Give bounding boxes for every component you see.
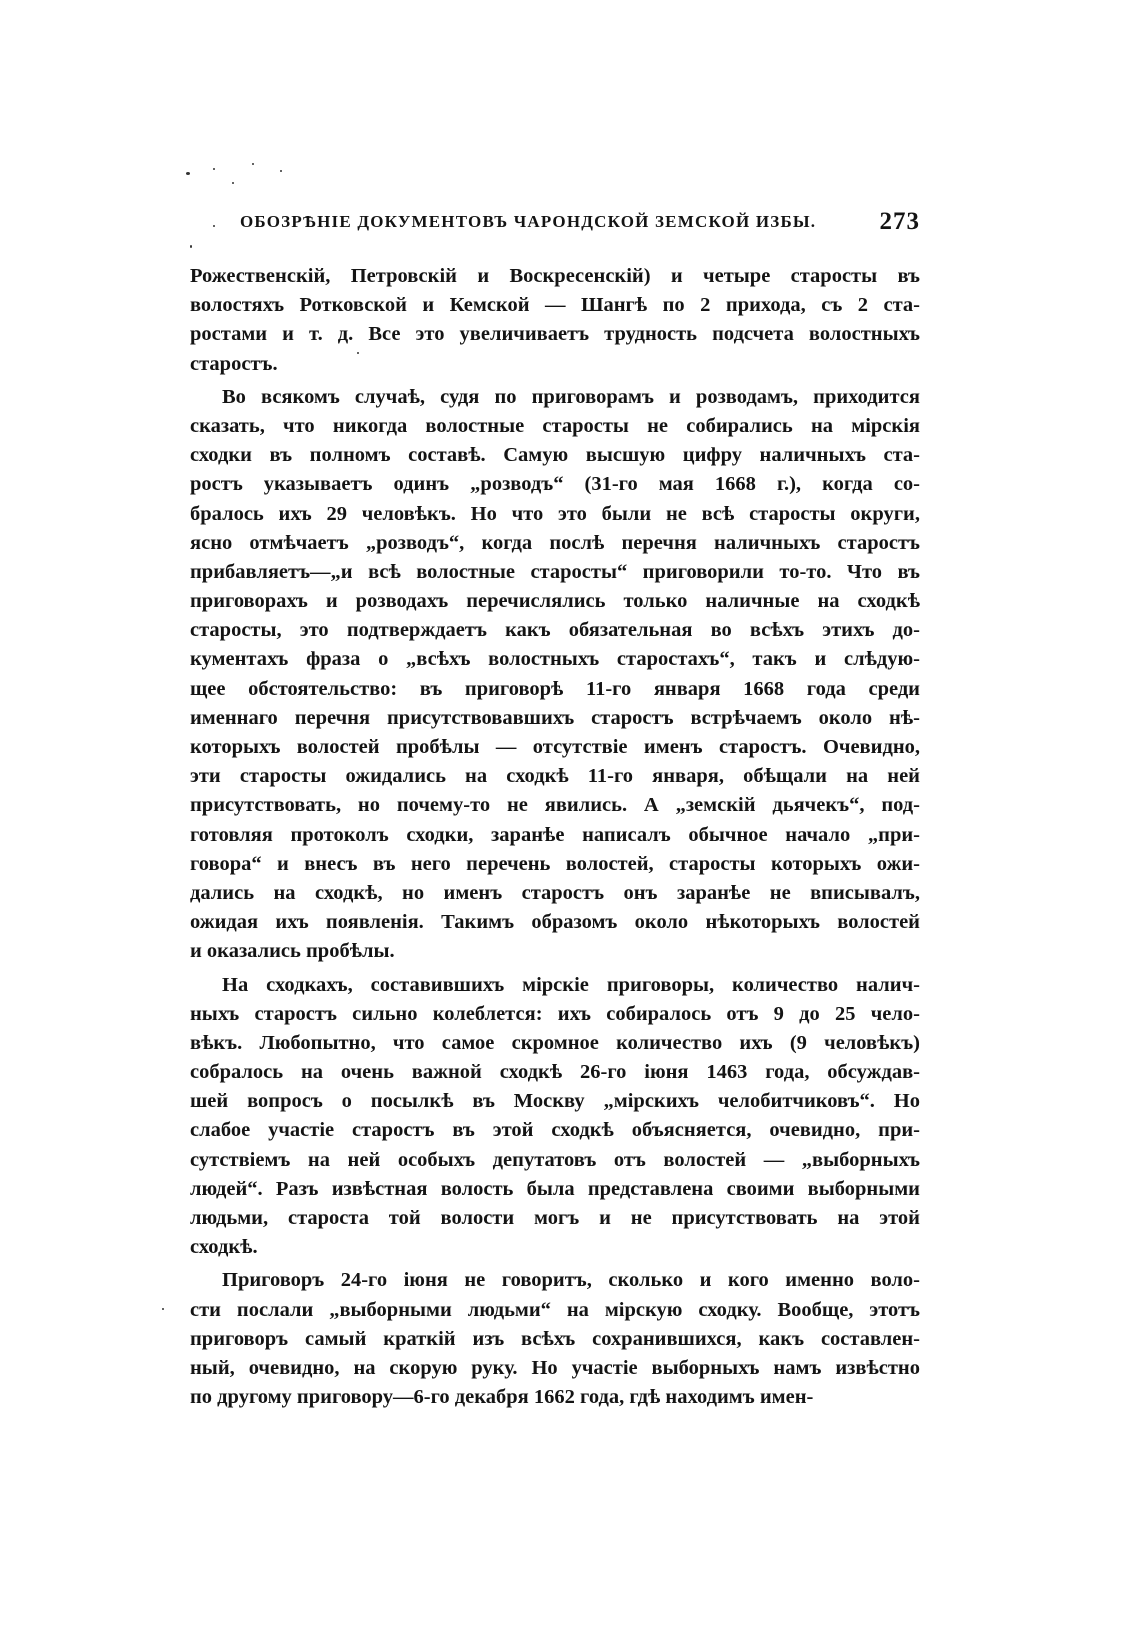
text-line: ный, очевидно, на скорую руку. Но участіе выборныхъ намъ извѣстно [190,1356,920,1379]
text-line: волостяхъ Ротковской и Кемской — Шангѣ по 2 прихода, съ 2 ста- [190,294,920,317]
text-line: Во всякомъ случаѣ, судя по приговорамъ и розводамъ, приходится [222,385,920,408]
text-line: Приговоръ 24-го іюня не говоритъ, сколько и кого именно воло- [222,1269,920,1292]
text-line: бралось ихъ 29 человѣкъ. Но что это были не всѣ старосты округи, [190,502,920,525]
text-line: старосты, это подтверждаетъ какъ обязательная во всѣхъ этихъ до- [190,619,920,642]
text-line: говора“ и внесъ въ него перечень волостей, старосты которыхъ ожи- [190,852,920,875]
text-line: и оказались пробѣлы. [190,940,395,963]
page-number: 273 [879,208,920,235]
text-line: присутствовать, но почему-то не явились. А „земскій дьячекъ“, под- [190,794,920,817]
text-line: ростами и т. д. Все это увеличиваетъ трудность подсчета волостныхъ [190,323,920,346]
text-line: приговоръ самый краткій изъ всѣхъ сохранившихся, какъ составлен- [190,1327,920,1350]
text-line: сти послали „выборными людьми“ на мірскую сходку. Вообще, этотъ [190,1298,920,1321]
text-line: вѣкъ. Любопытно, что самое скромное количество ихъ (9 человѣкъ) [190,1031,920,1054]
text-line: На сходкахъ, составившихъ мірскіе приговоры, количество налич- [222,973,920,996]
text-line: сутствіемъ на ней особыхъ депутатовъ отъ волостей — „выборныхъ [190,1148,920,1171]
running-header [240,208,920,238]
text-line: приговорахъ и розводахъ перечислялись только наличные на сходкѣ [190,590,920,613]
text-line: эти старосты ожидались на сходкѣ 11-го января, обѣщали на ней [190,765,920,788]
text-line: по другому приговору—6-го декабря 1662 года, гдѣ находимъ имен- [190,1386,814,1409]
text-line: людей“. Разъ извѣстная волость была представлена своими выборными [190,1177,920,1200]
text-line: Рожественскій, Петровскій и Воскресенскій) и четыре старосты въ [190,265,920,287]
text-line: сходки въ полномъ составѣ. Самую высшую цифру наличныхъ ста- [190,444,920,467]
text-line: слабое участіе старостъ въ этой сходкѣ объясняется, очевидно, при- [190,1119,920,1142]
running-title: ОБОЗРѢНІЕ ДОКУМЕНТОВЪ ЧАРОНДСКОЙ ЗЕМСКОЙ ИЗБЫ. [240,212,817,231]
text-line: людьми, староста той волости могъ и не присутствовать на этой [190,1207,920,1229]
text-line: собралось на очень важной сходкѣ 26-го іюня 1463 года, обсуждав- [190,1061,920,1084]
body-text [190,262,920,1412]
text-line: шей вопросъ о посылкѣ въ Москву „мірскихъ челобитчиковъ“. Но [190,1090,920,1113]
text-line: прибавляетъ—„и всѣ волостные старосты“ приговорили то-то. Что въ [190,560,920,583]
paragraph [190,262,920,379]
text-line: старостъ. [190,352,278,375]
text-line: которыхъ волостей пробѣлы — отсутствіе именъ старостъ. Очевидно, [190,736,920,758]
text-line: щее обстоятельство: въ приговорѣ 11-го января 1668 года среди [190,677,920,700]
paragraph [190,971,920,1263]
text-line: ясно отмѣчаетъ „розводъ“, когда послѣ перечня наличныхъ старостъ [190,531,920,554]
text-line: ростъ указываетъ одинъ „розводъ“ (31-го мая 1668 г.), когда со- [190,473,920,496]
text-line: дались на сходкѣ, но именъ старостъ онъ заранѣе не вписывалъ, [190,881,920,904]
text-line: готовляя протоколъ сходки, заранѣе написалъ обычное начало „при- [190,823,920,846]
paragraph [190,383,920,967]
text-line: кументахъ фраза о „всѣхъ волостныхъ старостахъ“, такъ и слѣдую- [190,648,920,671]
text-line: сходкѣ. [190,1236,258,1259]
text-line: именнаго перечня присутствовавшихъ старостъ встрѣчаемъ около нѣ- [190,706,920,729]
text-line: сказать, что никогда волостные старосты не собирались на мірскія [190,414,920,437]
text-line: ожидая ихъ появленія. Такимъ образомъ около нѣкоторыхъ волостей [190,911,920,934]
text-line: ныхъ старостъ сильно колеблется: ихъ собиралось отъ 9 до 25 чело- [190,1002,920,1025]
paragraph [190,1266,920,1412]
